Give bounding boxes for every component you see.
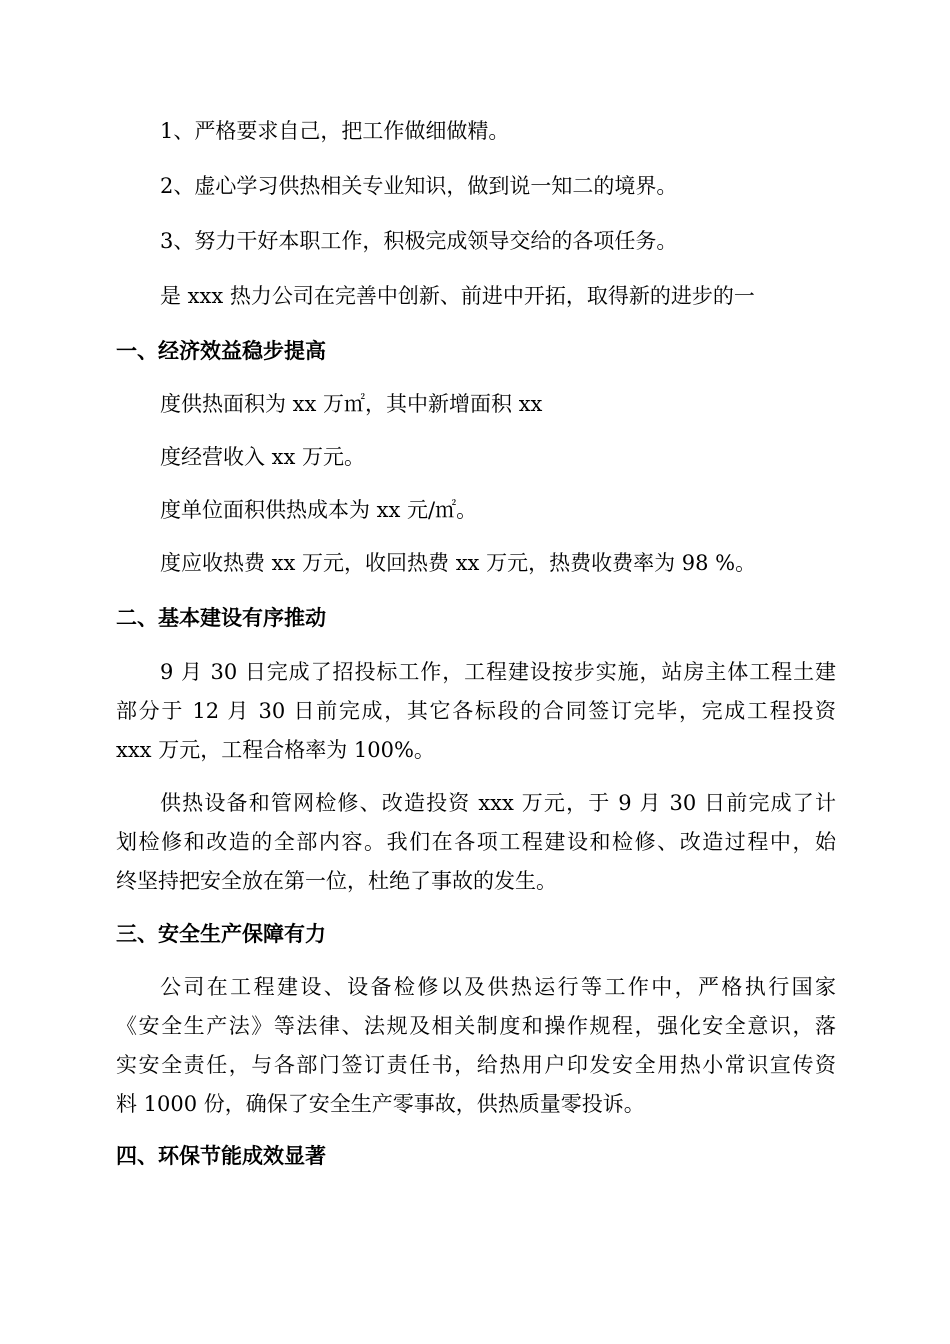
paragraph-fee-collection: 度应收热费 xx 万元，收回热费 xx 万元，热费收费率为 98 %。 <box>160 551 757 575</box>
paragraph-revenue: 度经营收入 xx 万元。 <box>160 445 366 469</box>
paragraph-safety-line-4: 料 1000 份，确保了安全生产零事故，供热质量零投诉。 <box>116 1092 645 1116</box>
paragraph-safety-line-2: 《安全生产法》等法律、法规及相关制度和操作规程，强化安全意识，落 <box>116 1014 836 1038</box>
paragraph-maintenance-line-1: 供热设备和管网检修、改造投资 xxx 万元，于 9 月 30 日前完成了计 <box>160 791 836 815</box>
paragraph-heating-area: 度供热面积为 xx 万㎡，其中新增面积 xx <box>160 392 543 416</box>
paragraph-maintenance-line-3: 终坚持把安全放在第一位，杜绝了事故的发生。 <box>116 869 557 893</box>
list-item-2: 2、虚心学习供热相关专业知识，做到说一知二的境界。 <box>160 174 678 198</box>
paragraph-unit-cost: 度单位面积供热成本为 xx 元/㎡。 <box>160 498 478 522</box>
section-heading-4: 四、环保节能成效显著 <box>116 1144 326 1168</box>
paragraph-maintenance-line-2: 划检修和改造的全部内容。我们在各项工程建设和检修、改造过程中，始 <box>116 830 836 854</box>
paragraph-construction-line-3: xxx 万元，工程合格率为 100%。 <box>116 738 435 762</box>
paragraph-safety-line-3: 实安全责任，与各部门签订责任书，给热用户印发安全用热小常识宣传资 <box>116 1053 836 1077</box>
paragraph-safety-line-1: 公司在工程建设、设备检修以及供热运行等工作中，严格执行国家 <box>160 975 836 999</box>
list-item-3: 3、努力干好本职工作，积极完成领导交给的各项任务。 <box>160 229 678 253</box>
intro-paragraph: 是 xxx 热力公司在完善中创新、前进中开拓，取得新的进步的一 <box>160 284 755 308</box>
section-heading-1: 一、经济效益稳步提高 <box>116 339 326 363</box>
section-heading-3: 三、安全生产保障有力 <box>116 922 326 946</box>
section-heading-2: 二、基本建设有序推动 <box>116 606 326 630</box>
list-item-1: 1、严格要求自己，把工作做细做精。 <box>160 119 510 143</box>
paragraph-construction-line-1: 9 月 30 日完成了招投标工作，工程建设按步实施，站房主体工程土建 <box>160 660 836 684</box>
paragraph-construction-line-2: 部分于 12 月 30 日前完成，其它各标段的合同签订完毕，完成工程投资 <box>116 699 836 723</box>
